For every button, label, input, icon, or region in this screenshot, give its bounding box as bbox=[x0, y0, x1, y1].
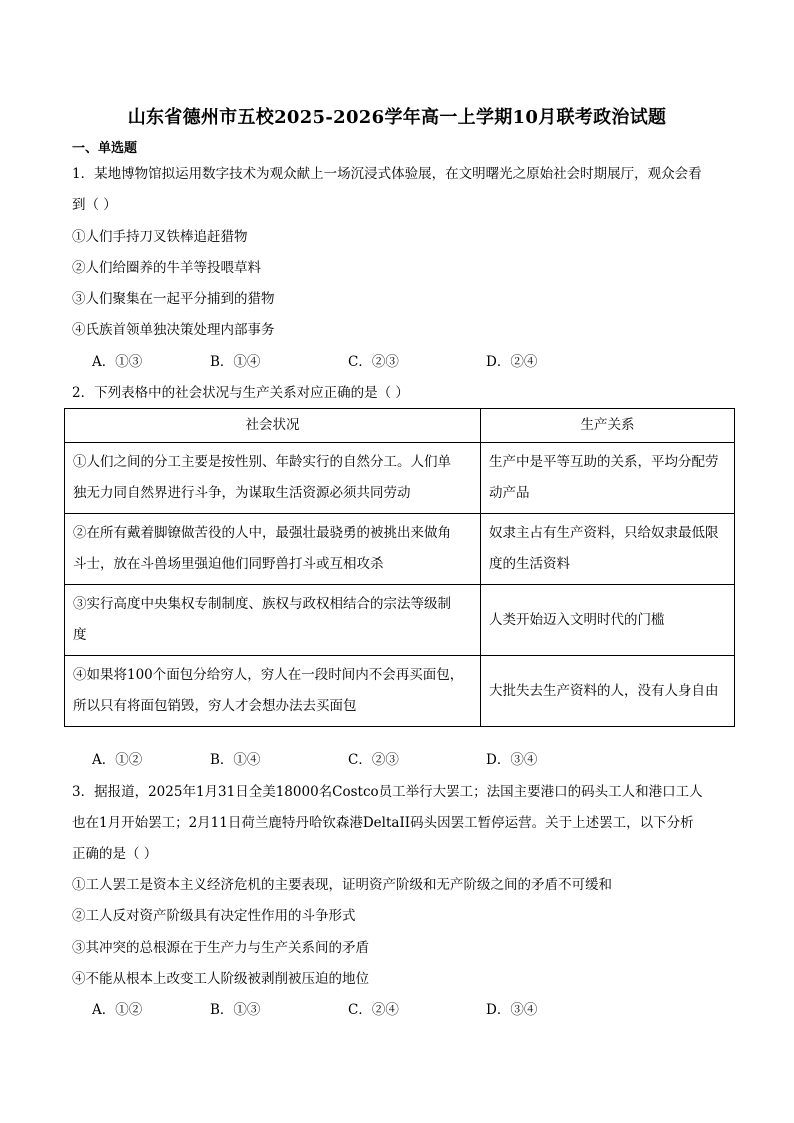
q1-item-1: ①人们手持刀叉铁棒追赶猎物 bbox=[72, 229, 248, 245]
q1-option-d[interactable]: D．②④ bbox=[486, 354, 538, 370]
q3-item-3: ③其冲突的总根源在于生产力与生产关系间的矛盾 bbox=[72, 940, 369, 956]
table-cell-social: ①人们之间的分工主要是按性别、年龄实行的自然分工。人们单 独无力同自然界进行斗争，为谋取生活资源必须共同劳动 bbox=[65, 443, 481, 514]
q2-option-c[interactable]: C．②③ bbox=[348, 752, 399, 768]
q1-option-c[interactable]: C．②③ bbox=[348, 354, 399, 370]
table-cell-social: ④如果将100个面包分给穷人，穷人在一段时间内不会再买面包， 所以只有将面包销毁，穷人才会想办法去买面包 bbox=[65, 656, 481, 727]
q3-item-1: ①工人罢工是资本主义经济危机的主要表现，证明资产阶级和无产阶级之间的矛盾不可缓和 bbox=[72, 877, 612, 893]
table-row bbox=[65, 514, 735, 585]
table-cell-relation: 生产中是平等互助的关系，平均分配劳 动产品 bbox=[481, 443, 735, 514]
table-header-social: 社会状况 bbox=[65, 409, 481, 443]
table-header-relation: 生产关系 bbox=[481, 409, 735, 443]
section-heading: 一、单选题 bbox=[72, 141, 138, 156]
table-cell-relation: 大批失去生产资料的人，没有人身自由 bbox=[481, 656, 735, 727]
q2-option-b[interactable]: B．①④ bbox=[210, 752, 261, 768]
table-cell-social: ②在所有戴着脚镣做苦役的人中，最强壮最骁勇的被挑出来做角 斗士，放在斗兽场里强迫他们同野兽打斗或互相攻杀 bbox=[65, 514, 481, 585]
q3-option-c[interactable]: C．②④ bbox=[348, 1002, 399, 1018]
table-cell-relation: 奴隶主占有生产资料，只给奴隶最低限 度的生活资料 bbox=[481, 514, 735, 585]
q3-stem-line-3: 正确的是（ ） bbox=[72, 846, 158, 862]
q1-option-b[interactable]: B．①④ bbox=[210, 354, 261, 370]
q2-option-d[interactable]: D．③④ bbox=[486, 752, 538, 768]
q1-stem-line-2: 到（ ） bbox=[72, 197, 117, 213]
table-cell-relation: 人类开始迈入文明时代的门槛 bbox=[481, 585, 735, 656]
q1-item-4: ④氏族首领单独决策处理内部事务 bbox=[72, 322, 275, 338]
q3-option-b[interactable]: B．①③ bbox=[210, 1002, 261, 1018]
q2-option-a[interactable]: A．①② bbox=[92, 752, 143, 768]
page-title: 山东省德州市五校2025-2026学年高一上学期10月联考政治试题 bbox=[127, 107, 667, 128]
q3-stem-line-1: 3．据报道，2025年1月31日全美18000名Costco员工举行大罢工；法国主要港口的码头工人和港口工人 bbox=[72, 784, 703, 800]
table-row bbox=[65, 443, 735, 514]
q3-option-d[interactable]: D．③④ bbox=[486, 1002, 538, 1018]
q3-option-a[interactable]: A．①② bbox=[92, 1002, 143, 1018]
q3-item-2: ②工人反对资产阶级具有决定性作用的斗争形式 bbox=[72, 908, 356, 924]
table-row bbox=[65, 585, 735, 656]
q1-item-2: ②人们给圈养的牛羊等投喂草料 bbox=[72, 260, 261, 276]
q1-option-a[interactable]: A．①③ bbox=[92, 354, 143, 370]
q2-stem: 2．下列表格中的社会状况与生产关系对应正确的是（ ） bbox=[72, 385, 409, 401]
q1-stem-line-1: 1．某地博物馆拟运用数字技术为观众献上一场沉浸式体验展，在文明曙光之原始社会时期展厅，观众会看 bbox=[72, 166, 702, 182]
table-cell-social: ③实行高度中央集权专制制度、族权与政权相结合的宗法等级制 度 bbox=[65, 585, 481, 656]
table-row bbox=[65, 656, 735, 727]
q1-item-3: ③人们聚集在一起平分捕到的猎物 bbox=[72, 291, 275, 307]
q2-table bbox=[64, 408, 735, 727]
q3-item-4: ④不能从根本上改变工人阶级被剥削被压迫的地位 bbox=[72, 971, 369, 987]
table-header-row bbox=[65, 409, 735, 443]
q3-stem-line-2: 也在1月开始罢工；2月11日荷兰鹿特丹哈钦森港DeltaII码头因罢工暂停运营。关于上述罢工，以下分析 bbox=[72, 815, 694, 831]
